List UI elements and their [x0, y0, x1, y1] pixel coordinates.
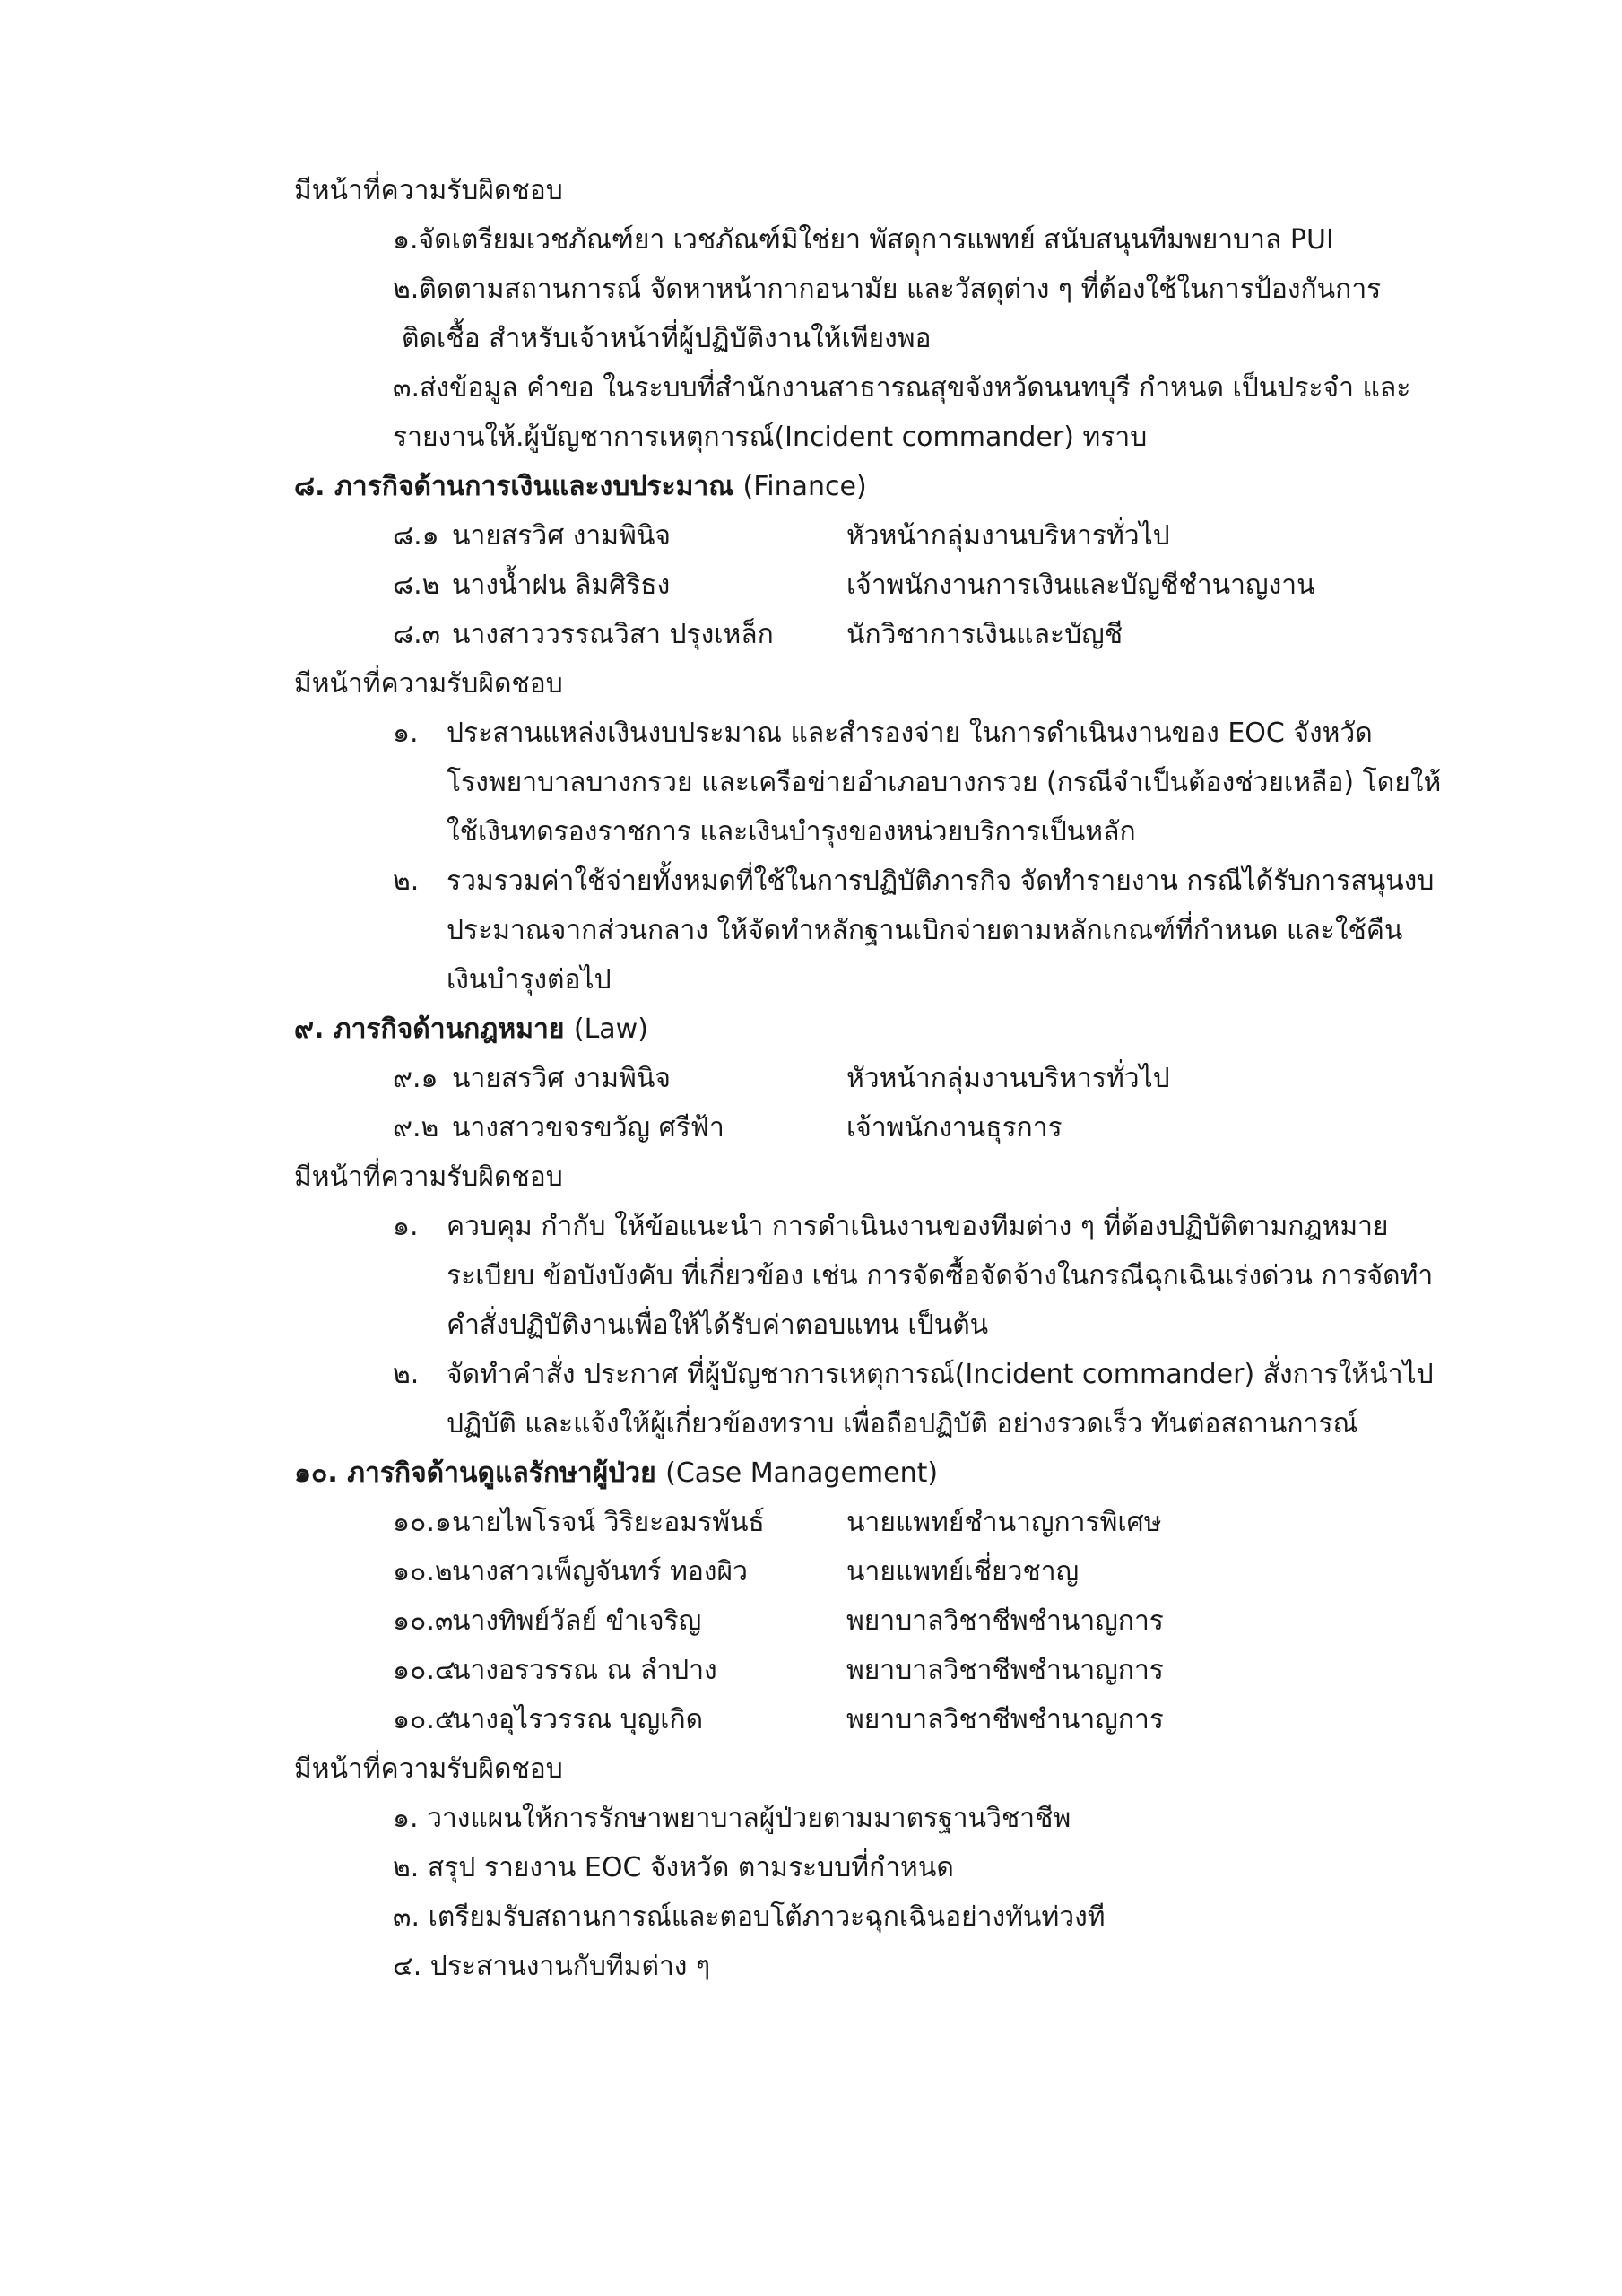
- member-name: นางทิพย์วัลย์ ขำเจริญ: [452, 1605, 702, 1637]
- duty-text: โรงพยาบาลบางกรวย และเครือข่ายอำเภอบางกรวย (กรณีจำเป็นต้องช่วยเหลือ) โดยให้: [447, 767, 1442, 798]
- duty-text: ระเบียบ ข้อบังบังคับ ที่เกี่ยวข้อง เช่น การจัดซื้อจัดจ้างในกรณีฉุกเฉินเร่งด่วน การจัดทำ: [447, 1260, 1434, 1292]
- duty-number: ๒.: [393, 865, 420, 897]
- section-8-heading: [294, 462, 1461, 511]
- duty-text: ประสานแหล่งเงินงบประมาณ และสำรองจ่าย ในการดำเนินงานของ EOC จังหวัด: [447, 718, 1373, 749]
- member-number: ๑๐.๑: [393, 1507, 452, 1538]
- member-position: เจ้าพนักงานธุรการ: [846, 1112, 1063, 1144]
- member-name: นางอุไรวรรณ บุญเกิด: [452, 1704, 704, 1735]
- member-row: [393, 561, 1461, 610]
- responsibility-label: มีหน้าที่ความรับผิดชอบ: [294, 668, 563, 700]
- member-number: ๘.๑: [393, 520, 439, 552]
- member-position: นายแพทย์ชำนาญการพิเศษ: [846, 1507, 1162, 1538]
- duty-item: ๑. วางแผนให้การรักษาพยาบาลผู้ป่วยตามมาตรฐานวิชาชีพ: [393, 1803, 1071, 1834]
- member-position: พยาบาลวิชาชีพชำนาญการ: [846, 1655, 1164, 1686]
- duty-number: ๑.: [393, 1211, 419, 1242]
- member-position: พยาบาลวิชาชีพชำนาญการ: [846, 1704, 1164, 1735]
- member-name: นางน้ำฝน ลิมศิริธง: [452, 570, 671, 601]
- section-10-title-en: (Case Management): [665, 1457, 939, 1489]
- member-number: ๑๐.๔: [393, 1655, 455, 1686]
- section-8-title-en: (Finance): [742, 471, 867, 502]
- section-8-title: ๘. ภารกิจด้านการเงินและงบประมาณ: [294, 471, 734, 502]
- member-name: นางอรวรรณ ณ ลำปาง: [452, 1655, 717, 1686]
- responsibility-label: มีหน้าที่ความรับผิดชอบ: [294, 1753, 563, 1785]
- duty-item: [393, 709, 1461, 857]
- duty-number: ๒.: [393, 1359, 420, 1390]
- duty-text: ประมาณจากส่วนกลาง ให้จัดทำหลักฐานเบิกจ่ายตามหลักเกณฑ์ที่กำหนด และใช้คืน: [447, 915, 1403, 946]
- member-number: ๘.๒: [393, 570, 440, 601]
- section-10-title: ๑๐. ภารกิจด้านดูแลรักษาผู้ป่วย: [294, 1457, 656, 1489]
- member-position: เจ้าพนักงานการเงินและบัญชีชำนาญงาน: [846, 570, 1315, 601]
- duty-number: ๑.: [393, 718, 419, 749]
- section-10-heading: [294, 1448, 1461, 1498]
- member-number: ๘.๓: [393, 619, 441, 650]
- duty-text: รวมรวมค่าใช้จ่ายทั้งหมดที่ใช้ในการปฏิบัติภารกิจ จัดทำรายงาน กรณีได้รับการสนุนงบ: [447, 865, 1435, 897]
- intro-duty-3: ๓.ส่งข้อมูล คำขอ ในระบบที่สำนักงานสาธารณสุขจังหวัดนนทบุรี กำหนด เป็นประจำ และ: [393, 372, 1411, 404]
- responsibility-label: มีหน้าที่ความรับผิดชอบ: [294, 1161, 563, 1193]
- member-position: พยาบาลวิชาชีพชำนาญการ: [846, 1605, 1164, 1637]
- member-row: [393, 1054, 1461, 1103]
- duty-item: [393, 857, 1461, 1004]
- section-9-title-en: (Law): [573, 1013, 648, 1045]
- member-row: [393, 1596, 1461, 1646]
- member-number: ๙.๒: [393, 1112, 439, 1144]
- member-position: นักวิชาการเงินและบัญชี: [846, 619, 1123, 650]
- duty-text: คำสั่งปฏิบัติงานเพื่อให้ได้รับค่าตอบแทน เป็นต้น: [447, 1309, 989, 1341]
- duty-text: ควบคุม กำกับ ให้ข้อแนะนำ การดำเนินงานของทีมต่าง ๆ ที่ต้องปฏิบัติตามกฎหมาย: [447, 1211, 1389, 1242]
- member-number: ๑๐.๓: [393, 1605, 454, 1637]
- member-position: หัวหน้ากลุ่มงานบริหารทั่วไป: [846, 1063, 1170, 1094]
- intro-duty-1: ๑.จัดเตรียมเวชภัณฑ์ยา เวชภัณฑ์มิใช่ยา พัสดุการแพทย์ สนับสนุนทีมพยาบาล PUI: [393, 224, 1334, 256]
- member-number: ๙.๑: [393, 1063, 438, 1094]
- duty-text: ปฏิบัติ และแจ้งให้ผู้เกี่ยวข้องทราบ เพื่อถือปฏิบัติ อย่างรวดเร็ว ทันต่อสถานการณ์: [447, 1408, 1358, 1439]
- member-name: นายสรวิศ งามพินิจ: [452, 1063, 671, 1094]
- member-row: [393, 610, 1461, 659]
- duty-text: เงินบำรุงต่อไป: [447, 964, 612, 996]
- duty-item: [393, 1202, 1461, 1350]
- member-position: นายแพทย์เชี่ยวชาญ: [846, 1556, 1080, 1587]
- responsibility-label: มีหน้าที่ความรับผิดชอบ: [294, 175, 563, 206]
- member-number: ๑๐.๕: [393, 1704, 455, 1735]
- intro-duty-2-cont: ติดเชื้อ สำหรับเจ้าหน้าที่ผู้ปฏิบัติงานให้เพียงพอ: [402, 323, 932, 354]
- member-name: นายสรวิศ งามพินิจ: [452, 520, 671, 552]
- duty-text: ใช้เงินทดรองราชการ และเงินบำรุงของหน่วยบริการเป็นหลัก: [447, 816, 1136, 848]
- member-number: ๑๐.๒: [393, 1556, 453, 1587]
- member-name: นางสาววรรณวิสา ปรุงเหล็ก: [452, 619, 774, 650]
- duty-item: ๔. ประสานงานกับทีมต่าง ๆ: [393, 1951, 711, 1982]
- member-name: นางสาวเพ็ญจันทร์ ทองผิว: [452, 1556, 748, 1587]
- intro-duty-2: ๒.ติดตามสถานการณ์ จัดหาหน้ากากอนามัย และวัสดุต่าง ๆ ที่ต้องใช้ในการป้องกันการ: [393, 274, 1382, 305]
- member-name: นางสาวขจรขวัญ ศรีฟ้า: [452, 1112, 724, 1144]
- member-row: [393, 1103, 1461, 1152]
- member-row: [393, 1646, 1461, 1695]
- duty-item: [393, 1350, 1461, 1448]
- duty-item: ๓. เตรียมรับสถานการณ์และตอบโต้ภาวะฉุกเฉินอย่างทันท่วงที: [393, 1901, 1106, 1933]
- duty-item: ๒. สรุป รายงาน EOC จังหวัด ตามระบบที่กำหนด: [393, 1852, 954, 1883]
- duty-text: จัดทำคำสั่ง ประกาศ ที่ผู้บัญชาการเหตุการณ์(Incident commander) สั่งการให้นำไป: [447, 1359, 1434, 1390]
- member-row: [393, 511, 1461, 561]
- member-row: [393, 1695, 1461, 1744]
- section-9-title: ๙. ภารกิจด้านกฎหมาย: [294, 1013, 565, 1045]
- section-9-heading: [294, 1004, 1461, 1054]
- member-position: หัวหน้ากลุ่มงานบริหารทั่วไป: [846, 520, 1170, 552]
- member-name: นายไพโรจน์ วิริยะอมรพันธ์: [452, 1507, 765, 1538]
- member-row: [393, 1547, 1461, 1596]
- intro-duty-3-cont: รายงานให้.ผู้บัญชาการเหตุการณ์(Incident commander) ทราบ: [393, 422, 1148, 453]
- member-row: [393, 1498, 1461, 1547]
